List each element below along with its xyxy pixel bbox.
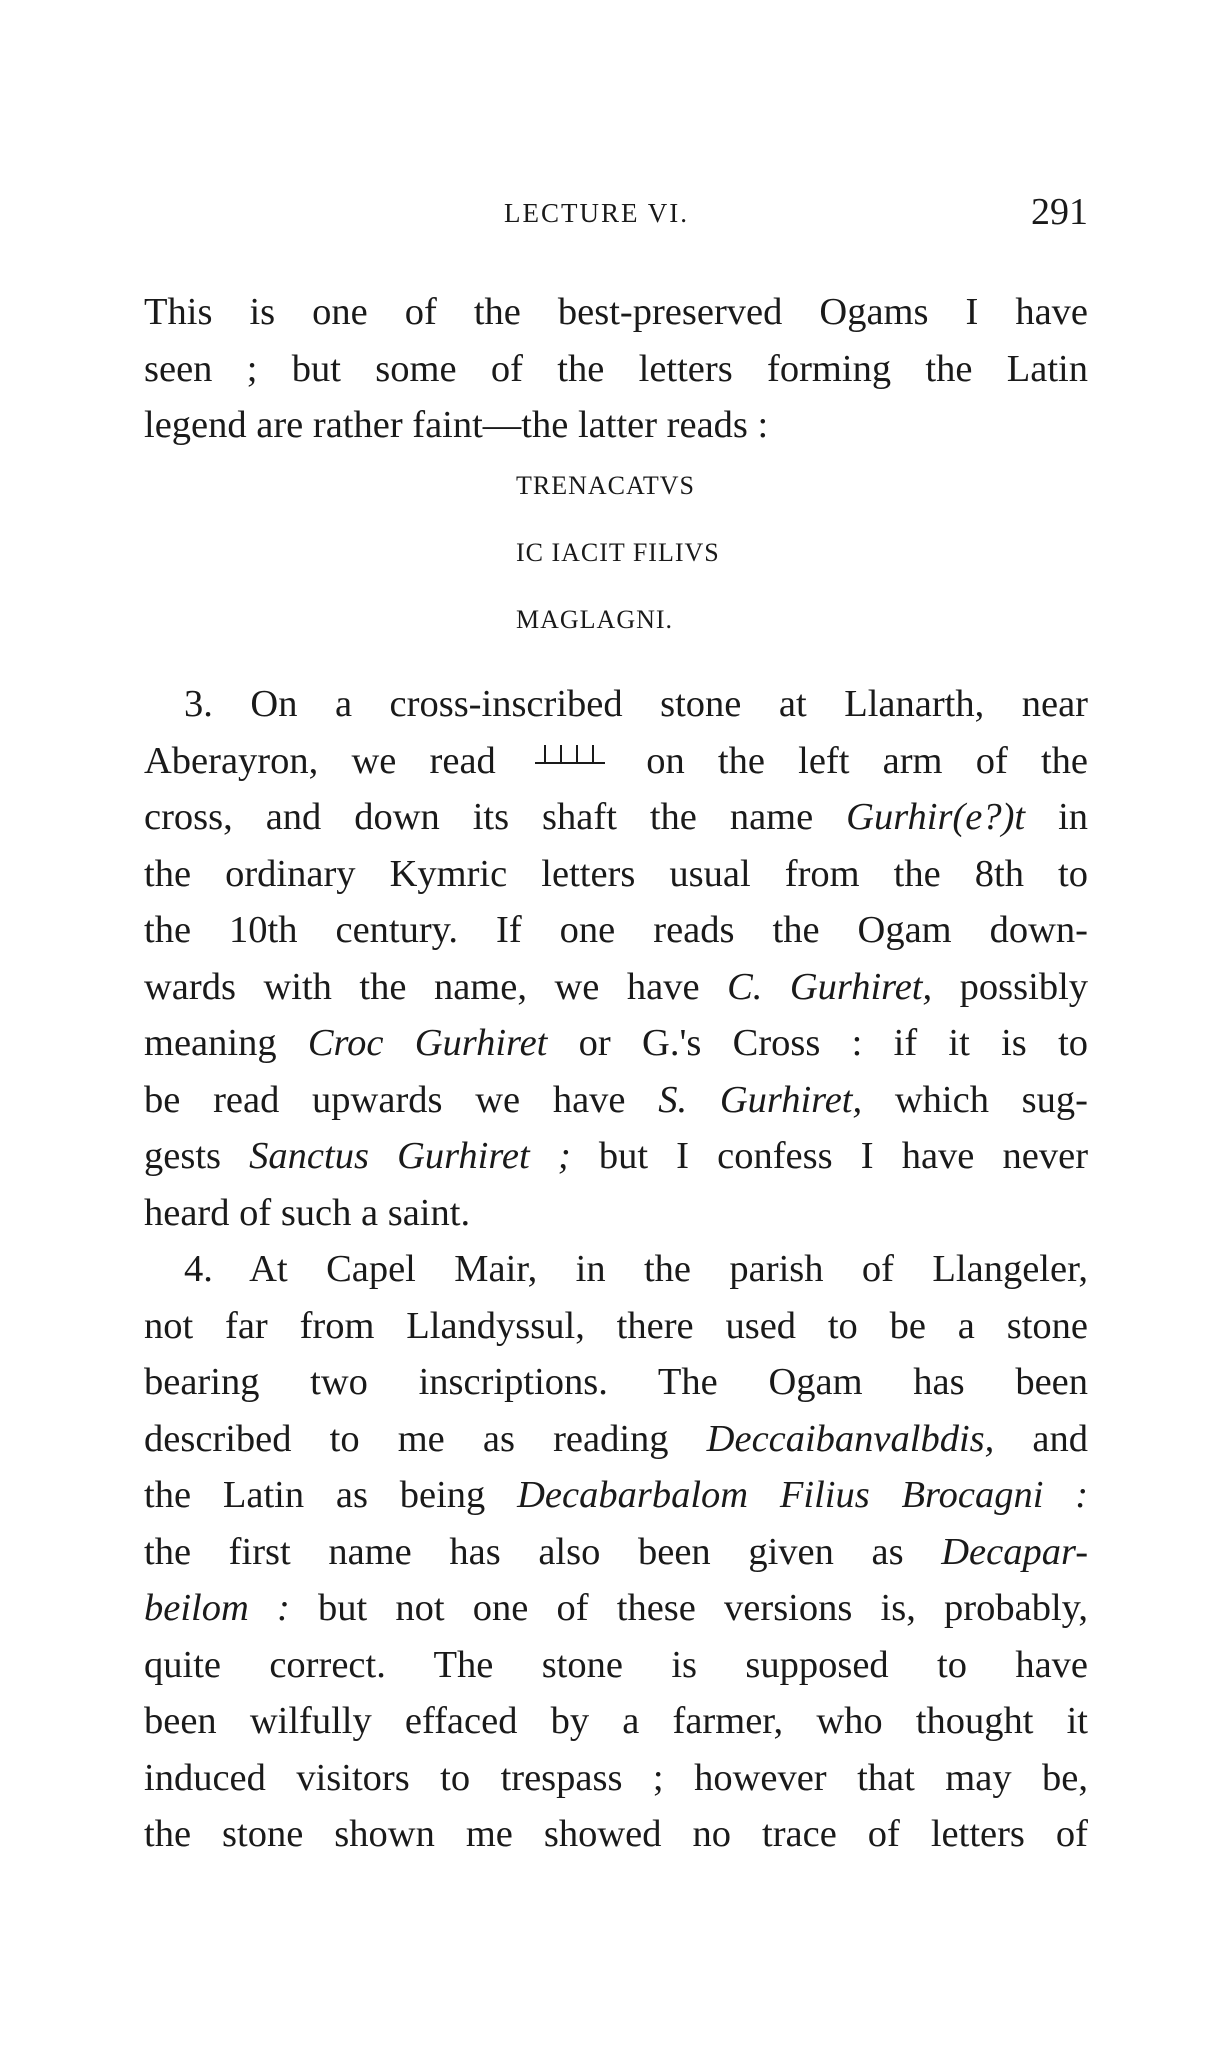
text-line: the ordinary Kymric letters usual from the 8th to bbox=[144, 852, 1088, 895]
text-line: the first name has also been given as Decapar- bbox=[144, 1530, 1089, 1573]
text-line: the Latin as being Decabarbalom Filius Brocagni : bbox=[144, 1474, 1089, 1516]
page-number: 291 bbox=[1031, 191, 1088, 233]
text-line: not far from Llandyssul, there used to be a stone bbox=[144, 1304, 1088, 1347]
text-line: Aberayron, we read on the left arm of the bbox=[144, 739, 1088, 782]
inscription-line: MAGLAGNI. bbox=[516, 605, 674, 634]
text-line: be read upwards we have S. Gurhiret, which sug- bbox=[144, 1078, 1088, 1121]
ogham-glyph-icon bbox=[533, 739, 607, 769]
paragraph-4 bbox=[144, 1241, 1088, 1863]
text-line: wards with the name, we have C. Gurhiret, possibly bbox=[144, 965, 1089, 1008]
inscription-line: IC IACIT FILIVS bbox=[516, 538, 720, 567]
text-line: This is one of the best-preserved Ogams I have bbox=[144, 291, 1088, 333]
text-line: the 10th century. If one reads the Ogam down- bbox=[144, 909, 1088, 951]
text-line: the stone shown me showed no trace of letters of bbox=[144, 1813, 1088, 1855]
text-line: beilom : but not one of these versions is, probably, bbox=[144, 1587, 1089, 1629]
text-line: 4. At Capel Mair, in the parish of Llangeler, bbox=[184, 1248, 1088, 1290]
running-head bbox=[144, 190, 1088, 240]
text-line: quite correct. The stone is supposed to have bbox=[144, 1643, 1088, 1686]
latin-inscription bbox=[516, 452, 720, 653]
text-line: heard of such a saint. bbox=[144, 1191, 471, 1234]
text-line: legend are rather faint—the latter reads : bbox=[144, 404, 769, 446]
text-line: induced visitors to trespass ; however that may be, bbox=[144, 1756, 1088, 1799]
text-line: cross, and down its shaft the name Gurhir(e?)t in bbox=[144, 796, 1089, 838]
text-line: seen ; but some of the letters forming the Latin bbox=[144, 347, 1088, 390]
paragraph-3 bbox=[144, 676, 1088, 1241]
text-line: bearing two inscriptions. The Ogam has been bbox=[144, 1361, 1088, 1403]
text-line: 3. On a cross-inscribed stone at Llanarth, near bbox=[184, 683, 1088, 725]
book-page bbox=[144, 0, 1088, 2048]
text-line: gests Sanctus Gurhiret ; but I confess I have never bbox=[144, 1135, 1089, 1177]
text-line: described to me as reading Deccaibanvalbdis, and bbox=[144, 1417, 1089, 1460]
chapter-title: LECTURE VI. bbox=[504, 198, 689, 228]
inscription-line: TRENACATVS bbox=[516, 471, 696, 500]
text-line: been wilfully effaced by a farmer, who thought it bbox=[144, 1700, 1088, 1742]
text-line: meaning Croc Gurhiret or G.'s Cross : if it is to bbox=[144, 1022, 1089, 1064]
paragraph-1 bbox=[144, 284, 1088, 454]
